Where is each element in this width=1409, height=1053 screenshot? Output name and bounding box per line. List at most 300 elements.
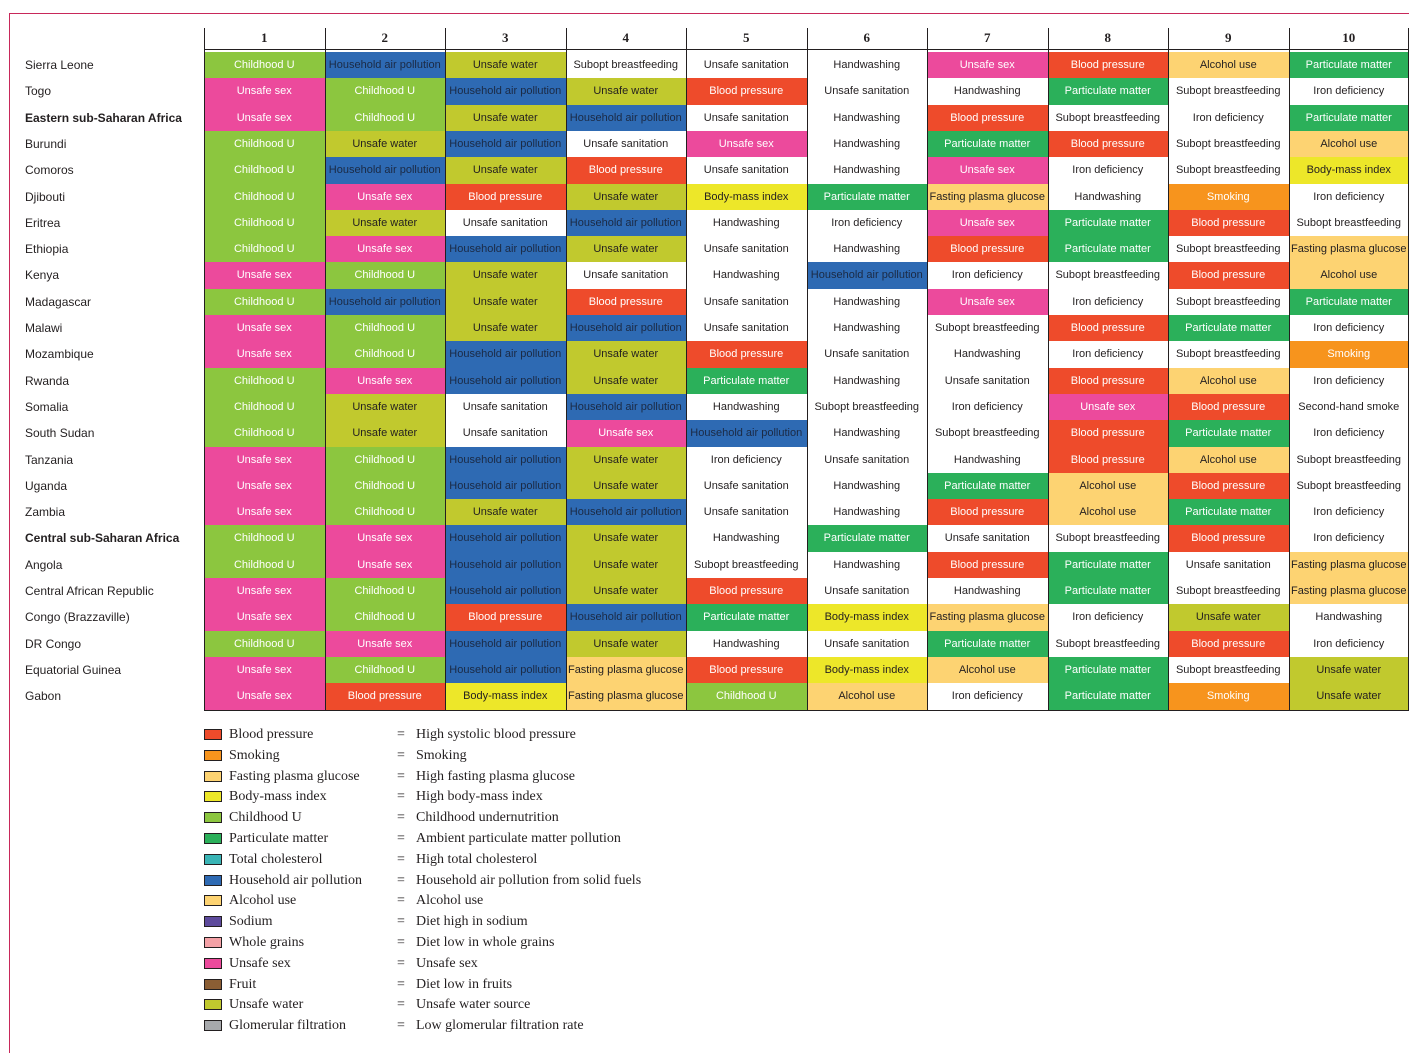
table-cell: Unsafe sanitation <box>686 289 807 316</box>
table-cell: Household air pollution <box>445 341 566 368</box>
table-cell: Household air pollution <box>566 604 687 631</box>
table-cell: Iron deficiency <box>927 394 1048 421</box>
table-cell: Particulate matter <box>686 368 807 395</box>
table-cell: Unsafe water <box>325 131 446 158</box>
table-cell: Household air pollution <box>445 131 566 158</box>
table-cell: Iron deficiency <box>1048 341 1169 368</box>
table-cell: Unsafe sex <box>325 236 446 263</box>
row-label: Eastern sub-Saharan Africa <box>25 105 182 131</box>
table-cell: Unsafe sanitation <box>566 262 687 289</box>
table-cell: Body-mass index <box>1289 157 1409 184</box>
row-label: Somalia <box>25 394 68 420</box>
table-cell: Unsafe sanitation <box>686 315 807 342</box>
table-cell: Particulate matter <box>1048 210 1169 237</box>
legend-value: Diet high in sodium <box>416 912 528 933</box>
table-cell: Fasting plasma glucose <box>927 184 1048 211</box>
table-cell: Particulate matter <box>1048 552 1169 579</box>
table-cell: Iron deficiency <box>1048 289 1169 316</box>
table-cell: Unsafe sex <box>204 473 325 500</box>
table-cell: Household air pollution <box>445 552 566 579</box>
legend-value: Childhood undernutrition <box>416 808 559 829</box>
legend-value: Diet low in fruits <box>416 975 512 996</box>
table-cell: Body-mass index <box>686 184 807 211</box>
table-cell: Household air pollution <box>566 394 687 421</box>
table-cell: Household air pollution <box>566 499 687 526</box>
legend-swatch <box>204 750 222 761</box>
table-cell: Childhood U <box>325 447 446 474</box>
table-cell: Smoking <box>1168 184 1289 211</box>
table-cell: Childhood U <box>204 525 325 552</box>
table-cell: Household air pollution <box>325 52 446 79</box>
table-cell: Childhood U <box>204 131 325 158</box>
table-cell: Unsafe sanitation <box>445 210 566 237</box>
table-cell: Fasting plasma glucose <box>1289 578 1409 605</box>
table-cell: Particulate matter <box>1048 683 1169 710</box>
table-cell: Handwashing <box>807 289 928 316</box>
row-label: Equatorial Guinea <box>25 657 121 683</box>
table-cell: Iron deficiency <box>1048 604 1169 631</box>
table-cell: Subopt breastfeeding <box>1048 105 1169 132</box>
table-cell: Unsafe sanitation <box>445 420 566 447</box>
table-cell: Alcohol use <box>1168 368 1289 395</box>
table-cell: Unsafe sex <box>1048 394 1169 421</box>
table-cell: Childhood U <box>325 657 446 684</box>
legend-equals: = <box>397 746 405 767</box>
table-cell: Unsafe sanitation <box>445 394 566 421</box>
table-cell: Blood pressure <box>927 105 1048 132</box>
table-cell: Unsafe water <box>445 289 566 316</box>
column-rule <box>566 28 567 710</box>
legend-key: Whole grains <box>229 933 304 954</box>
table-cell: Fasting plasma glucose <box>1289 236 1409 263</box>
table-cell: Body-mass index <box>807 657 928 684</box>
table-cell: Unsafe sex <box>686 131 807 158</box>
table-cell: Unsafe sex <box>325 552 446 579</box>
row-label: DR Congo <box>25 631 81 657</box>
table-cell: Iron deficiency <box>1168 105 1289 132</box>
row-label: Malawi <box>25 315 62 341</box>
table-cell: Unsafe sanitation <box>927 368 1048 395</box>
column-header: 2 <box>325 28 446 48</box>
legend-key: Sodium <box>229 912 273 933</box>
table-cell: Unsafe water <box>445 315 566 342</box>
table-cell: Blood pressure <box>927 236 1048 263</box>
legend-swatch <box>204 791 222 802</box>
table-cell: Unsafe sanitation <box>686 105 807 132</box>
table-cell: Childhood U <box>325 341 446 368</box>
table-cell: Unsafe sanitation <box>686 499 807 526</box>
table-cell: Blood pressure <box>1168 525 1289 552</box>
table-cell: Subopt breastfeeding <box>1168 289 1289 316</box>
table-cell: Subopt breastfeeding <box>927 420 1048 447</box>
table-cell: Unsafe sex <box>204 447 325 474</box>
legend-equals: = <box>397 995 405 1016</box>
table-cell: Blood pressure <box>686 578 807 605</box>
row-label: Central sub-Saharan Africa <box>25 525 179 551</box>
table-cell: Subopt breastfeeding <box>1048 631 1169 658</box>
legend-equals: = <box>397 912 405 933</box>
table-cell: Unsafe water <box>566 236 687 263</box>
table-cell: Household air pollution <box>325 289 446 316</box>
column-rule <box>1168 28 1169 710</box>
table-cell: Blood pressure <box>325 683 446 710</box>
row-label: Central African Republic <box>25 578 154 604</box>
table-cell: Unsafe water <box>566 341 687 368</box>
table-cell: Iron deficiency <box>686 447 807 474</box>
legend-equals: = <box>397 850 405 871</box>
legend-key: Body-mass index <box>229 787 327 808</box>
table-cell: Unsafe sex <box>325 631 446 658</box>
table-cell: Blood pressure <box>1168 631 1289 658</box>
table-cell: Household air pollution <box>566 315 687 342</box>
column-header: 8 <box>1048 28 1169 48</box>
table-cell: Unsafe sex <box>204 657 325 684</box>
table-cell: Blood pressure <box>1048 52 1169 79</box>
table-cell: Unsafe water <box>325 210 446 237</box>
table-cell: Household air pollution <box>445 78 566 105</box>
legend-value: Smoking <box>416 746 467 767</box>
table-cell: Body-mass index <box>807 604 928 631</box>
table-cell: Unsafe water <box>566 447 687 474</box>
legend-key: Household air pollution <box>229 871 362 892</box>
table-cell: Blood pressure <box>1048 368 1169 395</box>
table-cell: Unsafe sex <box>204 105 325 132</box>
legend-equals: = <box>397 808 405 829</box>
table-cell: Subopt breastfeeding <box>1289 447 1409 474</box>
table-cell: Alcohol use <box>927 657 1048 684</box>
table-cell: Body-mass index <box>445 683 566 710</box>
legend-key: Unsafe sex <box>229 954 291 975</box>
table-cell: Household air pollution <box>445 473 566 500</box>
table-cell: Blood pressure <box>1168 210 1289 237</box>
table-cell: Iron deficiency <box>1289 420 1409 447</box>
table-cell: Household air pollution <box>445 631 566 658</box>
table-cell: Iron deficiency <box>927 683 1048 710</box>
table-cell: Particulate matter <box>927 131 1048 158</box>
table-cell: Fasting plasma glucose <box>927 604 1048 631</box>
table-cell: Handwashing <box>807 105 928 132</box>
table-cell: Unsafe sanitation <box>686 157 807 184</box>
table-cell: Unsafe sex <box>204 78 325 105</box>
table-cell: Blood pressure <box>445 184 566 211</box>
table-cell: Handwashing <box>807 368 928 395</box>
table-cell: Blood pressure <box>566 289 687 316</box>
table-cell: Handwashing <box>807 131 928 158</box>
table-cell: Smoking <box>1168 683 1289 710</box>
table-cell: Particulate matter <box>927 473 1048 500</box>
legend-key: Fasting plasma glucose <box>229 767 360 788</box>
legend-key: Blood pressure <box>229 725 313 746</box>
table-cell: Childhood U <box>204 210 325 237</box>
table-cell: Alcohol use <box>1289 131 1409 158</box>
legend-swatch <box>204 937 222 948</box>
column-header: 5 <box>686 28 807 48</box>
table-cell: Unsafe water <box>445 262 566 289</box>
table-cell: Unsafe water <box>445 499 566 526</box>
table-cell: Household air pollution <box>807 262 928 289</box>
table-cell: Unsafe sanitation <box>927 525 1048 552</box>
table-cell: Unsafe water <box>566 368 687 395</box>
table-cell: Household air pollution <box>445 368 566 395</box>
table-cell: Handwashing <box>686 631 807 658</box>
table-cell: Unsafe sanitation <box>1168 552 1289 579</box>
table-cell: Unsafe sex <box>927 157 1048 184</box>
table-cell: Blood pressure <box>1168 394 1289 421</box>
table-cell: Childhood U <box>325 105 446 132</box>
row-label: Djibouti <box>25 184 65 210</box>
column-header: 10 <box>1289 28 1409 48</box>
table-cell: Unsafe sanitation <box>807 631 928 658</box>
table-cell: Subopt breastfeeding <box>1168 78 1289 105</box>
table-cell: Alcohol use <box>1168 52 1289 79</box>
table-cell: Particulate matter <box>1289 105 1409 132</box>
table-cell: Iron deficiency <box>807 210 928 237</box>
table-cell: Blood pressure <box>1048 131 1169 158</box>
legend-swatch <box>204 812 222 823</box>
column-rule <box>1289 28 1290 710</box>
table-cell: Childhood U <box>204 184 325 211</box>
table-cell: Household air pollution <box>445 657 566 684</box>
table-cell: Iron deficiency <box>927 262 1048 289</box>
table-cell: Blood pressure <box>1048 447 1169 474</box>
table-cell: Blood pressure <box>566 157 687 184</box>
table-cell: Handwashing <box>686 262 807 289</box>
table-cell: Blood pressure <box>686 78 807 105</box>
table-cell: Unsafe sex <box>325 184 446 211</box>
legend-value: Alcohol use <box>416 891 483 912</box>
table-cell: Subopt breastfeeding <box>1289 473 1409 500</box>
legend-swatch <box>204 729 222 740</box>
column-rule <box>445 28 446 710</box>
table-cell: Particulate matter <box>1168 499 1289 526</box>
column-header: 9 <box>1168 28 1289 48</box>
table-cell: Childhood U <box>204 52 325 79</box>
table-cell: Household air pollution <box>445 447 566 474</box>
table-cell: Subopt breastfeeding <box>1289 210 1409 237</box>
legend-value: High systolic blood pressure <box>416 725 576 746</box>
table-cell: Iron deficiency <box>1289 525 1409 552</box>
table-cell: Unsafe sanitation <box>807 341 928 368</box>
table-cell: Particulate matter <box>1168 420 1289 447</box>
table-cell: Unsafe water <box>445 52 566 79</box>
table-cell: Handwashing <box>807 473 928 500</box>
legend-value: High total cholesterol <box>416 850 537 871</box>
column-header: 1 <box>204 28 325 48</box>
table-cell: Second-hand smoke <box>1289 394 1409 421</box>
legend-swatch <box>204 999 222 1010</box>
legend-swatch <box>204 979 222 990</box>
table-cell: Blood pressure <box>1168 473 1289 500</box>
column-rule <box>927 28 928 710</box>
table-cell: Handwashing <box>927 341 1048 368</box>
table-cell: Handwashing <box>686 525 807 552</box>
table-cell: Household air pollution <box>445 236 566 263</box>
table-cell: Particulate matter <box>1048 578 1169 605</box>
row-label: Eritrea <box>25 210 60 236</box>
table-cell: Handwashing <box>1289 604 1409 631</box>
row-label: Togo <box>25 78 51 104</box>
table-cell: Particulate matter <box>807 184 928 211</box>
table-cell: Unsafe sanitation <box>686 52 807 79</box>
legend-key: Fruit <box>229 975 256 996</box>
legend-value: Low glomerular filtration rate <box>416 1016 584 1037</box>
row-label: Gabon <box>25 683 61 709</box>
legend-value: High body-mass index <box>416 787 543 808</box>
row-label: Comoros <box>25 157 74 183</box>
table-cell: Subopt breastfeeding <box>1048 525 1169 552</box>
table-cell: Subopt breastfeeding <box>927 315 1048 342</box>
table-cell: Handwashing <box>686 210 807 237</box>
table-cell: Household air pollution <box>686 420 807 447</box>
row-label: Sierra Leone <box>25 52 94 78</box>
table-cell: Unsafe sex <box>204 315 325 342</box>
table-cell: Iron deficiency <box>1289 78 1409 105</box>
table-cell: Unsafe water <box>445 105 566 132</box>
table-cell: Unsafe sex <box>927 52 1048 79</box>
legend-key: Smoking <box>229 746 280 767</box>
legend-value: Household air pollution from solid fuels <box>416 871 641 892</box>
row-label: Angola <box>25 552 62 578</box>
table-cell: Particulate matter <box>927 631 1048 658</box>
legend-swatch <box>204 958 222 969</box>
table-cell: Handwashing <box>927 447 1048 474</box>
table-cell: Blood pressure <box>927 499 1048 526</box>
table-cell: Unsafe sanitation <box>807 447 928 474</box>
table-cell: Fasting plasma glucose <box>566 657 687 684</box>
table-cell: Unsafe water <box>566 473 687 500</box>
row-label: Burundi <box>25 131 66 157</box>
table-cell: Unsafe sex <box>204 499 325 526</box>
row-label: Tanzania <box>25 447 73 473</box>
table-cell: Unsafe sex <box>927 289 1048 316</box>
row-label: Zambia <box>25 499 65 525</box>
table-cell: Subopt breastfeeding <box>1168 341 1289 368</box>
table-cell: Unsafe sanitation <box>566 131 687 158</box>
legend-swatch <box>204 895 222 906</box>
legend-key: Alcohol use <box>229 891 296 912</box>
table-cell: Subopt breastfeeding <box>1168 157 1289 184</box>
legend-equals: = <box>397 767 405 788</box>
table-cell: Childhood U <box>204 631 325 658</box>
table-cell: Unsafe sanitation <box>686 236 807 263</box>
table-cell: Unsafe sex <box>204 262 325 289</box>
table-cell: Childhood U <box>325 604 446 631</box>
legend-key: Glomerular filtration <box>229 1016 346 1037</box>
table-cell: Blood pressure <box>445 604 566 631</box>
legend-equals: = <box>397 975 405 996</box>
legend-equals: = <box>397 829 405 850</box>
table-cell: Childhood U <box>325 578 446 605</box>
table-cell: Subopt breastfeeding <box>1168 131 1289 158</box>
legend-value: Unsafe sex <box>416 954 478 975</box>
legend-key: Total cholesterol <box>229 850 323 871</box>
table-cell: Childhood U <box>325 499 446 526</box>
table-cell: Childhood U <box>325 315 446 342</box>
row-label: Madagascar <box>25 289 91 315</box>
table-cell: Unsafe sex <box>325 368 446 395</box>
column-rule <box>325 28 326 710</box>
table-cell: Unsafe water <box>325 394 446 421</box>
row-label: Mozambique <box>25 341 94 367</box>
table-cell: Unsafe sex <box>204 683 325 710</box>
table-cell: Handwashing <box>807 315 928 342</box>
table-cell: Iron deficiency <box>1289 315 1409 342</box>
table-cell: Blood pressure <box>927 552 1048 579</box>
table-cell: Childhood U <box>325 473 446 500</box>
table-cell: Particulate matter <box>1168 315 1289 342</box>
table-cell: Handwashing <box>807 499 928 526</box>
column-header: 6 <box>807 28 928 48</box>
table-cell: Childhood U <box>204 157 325 184</box>
row-label: Rwanda <box>25 368 69 394</box>
column-header: 7 <box>927 28 1048 48</box>
legend-equals: = <box>397 1016 405 1037</box>
column-rule <box>686 28 687 710</box>
table-cell: Particulate matter <box>1048 657 1169 684</box>
legend-equals: = <box>397 933 405 954</box>
table-cell: Particulate matter <box>1289 289 1409 316</box>
table-cell: Handwashing <box>807 552 928 579</box>
table-cell: Unsafe sex <box>204 341 325 368</box>
table-cell: Subopt breastfeeding <box>1168 236 1289 263</box>
legend-equals: = <box>397 725 405 746</box>
table-cell: Unsafe water <box>1289 683 1409 710</box>
table-cell: Childhood U <box>325 262 446 289</box>
column-rule <box>807 28 808 710</box>
table-cell: Unsafe sex <box>204 578 325 605</box>
table-cell: Iron deficiency <box>1289 184 1409 211</box>
table-cell: Childhood U <box>204 289 325 316</box>
row-label: Ethiopia <box>25 236 68 262</box>
table-cell: Blood pressure <box>1048 420 1169 447</box>
table-cell: Childhood U <box>204 394 325 421</box>
table-cell: Unsafe sanitation <box>807 78 928 105</box>
table-cell: Childhood U <box>686 683 807 710</box>
table-cell: Particulate matter <box>1289 52 1409 79</box>
table-cell: Unsafe sanitation <box>686 473 807 500</box>
table-cell: Unsafe water <box>566 552 687 579</box>
table-cell: Childhood U <box>325 78 446 105</box>
table-cell: Particulate matter <box>1048 78 1169 105</box>
column-rule <box>1048 28 1049 710</box>
table-cell: Unsafe sanitation <box>807 578 928 605</box>
table-cell: Household air pollution <box>566 105 687 132</box>
legend-key: Particulate matter <box>229 829 328 850</box>
table-cell: Childhood U <box>204 368 325 395</box>
table-cell: Unsafe sex <box>566 420 687 447</box>
table-cell: Subopt breastfeeding <box>686 552 807 579</box>
table-cell: Unsafe sex <box>204 604 325 631</box>
table-cell: Unsafe water <box>325 420 446 447</box>
row-label: Congo (Brazzaville) <box>25 604 130 630</box>
table-cell: Childhood U <box>204 420 325 447</box>
column-rule <box>204 28 205 710</box>
table-cell: Particulate matter <box>1048 236 1169 263</box>
table-cell: Unsafe water <box>566 78 687 105</box>
table-cell: Unsafe water <box>566 184 687 211</box>
table-cell: Unsafe water <box>1289 657 1409 684</box>
table-cell: Handwashing <box>807 157 928 184</box>
legend-value: Diet low in whole grains <box>416 933 554 954</box>
legend-swatch <box>204 875 222 886</box>
table-cell: Alcohol use <box>1048 473 1169 500</box>
legend-equals: = <box>397 871 405 892</box>
table-cell: Subopt breastfeeding <box>807 394 928 421</box>
table-cell: Particulate matter <box>807 525 928 552</box>
table-cell: Blood pressure <box>1168 262 1289 289</box>
table-cell: Subopt breastfeeding <box>1168 657 1289 684</box>
legend-value: Ambient particulate matter pollution <box>416 829 621 850</box>
